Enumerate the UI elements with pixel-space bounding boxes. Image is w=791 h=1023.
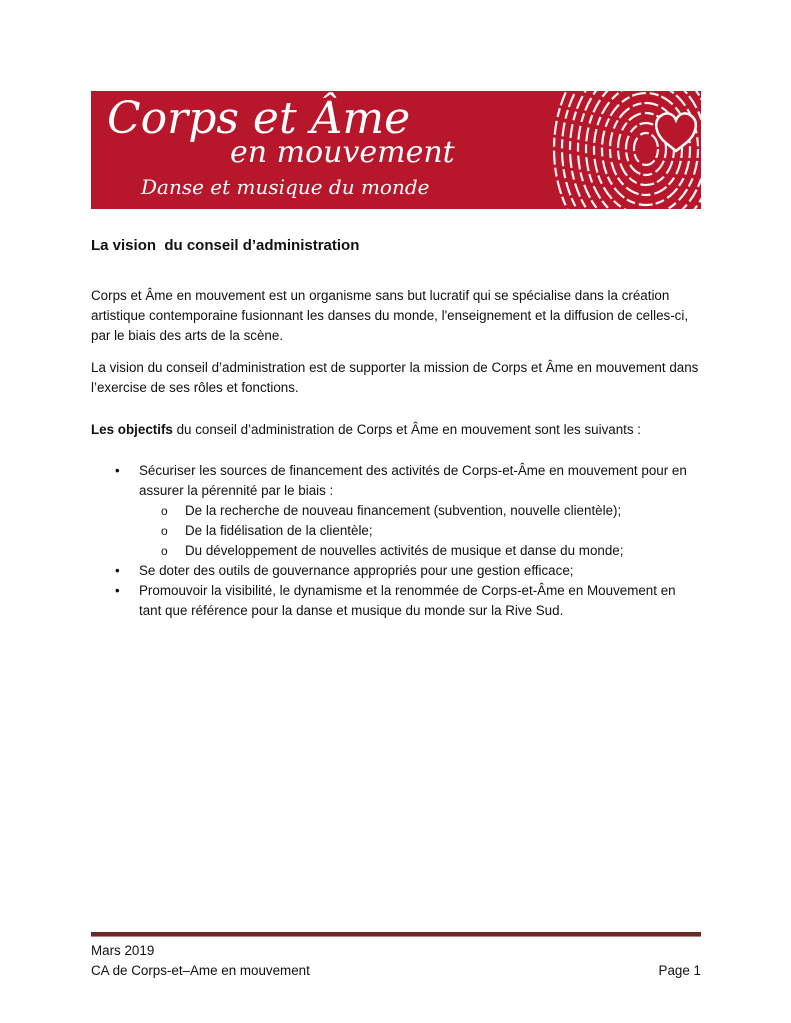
- logo-banner: [91, 91, 701, 209]
- footer-date: Mars 2019: [91, 943, 155, 958]
- logo-subtitle: en mouvement: [230, 135, 455, 170]
- page-number: Page 1: [658, 963, 701, 978]
- list-item: [91, 461, 701, 561]
- fingerprint-heart-icon: [496, 91, 701, 209]
- objectives-text: du conseil d’administration de Corps et Âme en mouvement sont les suivants :: [172, 422, 642, 437]
- objectives-list: [91, 461, 701, 621]
- sub-list-item: o De la recherche de nouveau financement (subvention, nouvelle clientèle);: [139, 501, 701, 521]
- sub-list-item: o De la fidélisation de la clientèle;: [139, 521, 701, 541]
- list-item: [91, 581, 701, 621]
- objectives-label: Les objectifs: [91, 422, 173, 437]
- list-item: [91, 561, 701, 581]
- footer-divider: [91, 932, 701, 937]
- sub-list: [139, 501, 701, 561]
- list-item-text: Promouvoir la visibilité, le dynamisme et la renommée de Corps-et-Âme en Mouvement en tant que référence pour la danse et musique du monde sur la Rive Sud.: [139, 583, 676, 618]
- footer-document-name: CA de Corps-et–Ame en mouvement: [91, 963, 310, 978]
- list-item-text: Se doter des outils de gouvernance appropriés pour une gestion efficace;: [139, 563, 574, 578]
- vision-paragraph: La vision du conseil d’administration est de supporter la mission de Corps et Âme en mouvement dans l’exercise de ses rôles et fonctions.: [91, 360, 699, 395]
- page-footer: [91, 941, 701, 981]
- logo-tagline: Danse et musique du monde: [141, 175, 430, 199]
- page-heading: La vision du conseil d’administration: [91, 237, 360, 254]
- list-item-text: Sécuriser les sources de financement des activités de Corps-et-Âme en mouvement pour en assurer la pérennité par le biais :: [139, 463, 687, 498]
- logo-title: Corps et Âme: [107, 93, 411, 144]
- objectives-intro: [91, 420, 701, 440]
- intro-paragraph: Corps et Âme en mouvement est un organisme sans but lucratif qui se spécialise dans la création artistique contemporaine fusionnant les danses du monde, l'enseignement et la diffusion de celles-ci, par le biais des arts de la scène.: [91, 288, 689, 343]
- sub-list-item: o Du développement de nouvelles activités de musique et danse du monde;: [139, 541, 701, 561]
